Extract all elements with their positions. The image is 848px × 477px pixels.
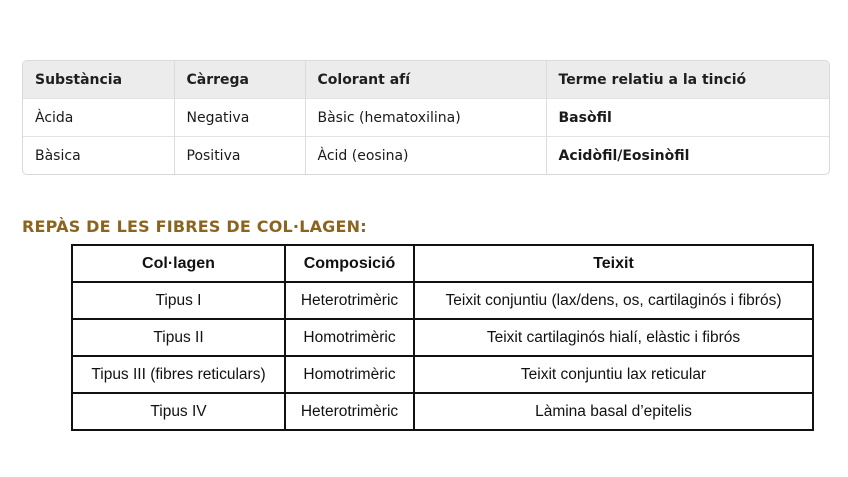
header-term: Terme relatiu a la tinció: [546, 61, 829, 99]
table-header-row: [23, 61, 829, 99]
cell-charge: Positiva: [174, 137, 305, 175]
table-row: [72, 393, 813, 430]
header-composition: Composició: [285, 245, 414, 282]
table-row: [72, 282, 813, 319]
header-charge: Càrrega: [174, 61, 305, 99]
table-row: [72, 356, 813, 393]
cell-collagen-type: Tipus II: [72, 319, 285, 356]
cell-substance: Àcida: [23, 99, 174, 137]
cell-composition: Homotrimèric: [285, 356, 414, 393]
cell-substance: Bàsica: [23, 137, 174, 175]
cell-dye: Àcid (eosina): [305, 137, 546, 175]
staining-table: [22, 60, 830, 175]
cell-collagen-type: Tipus IV: [72, 393, 285, 430]
table-row: [23, 137, 829, 175]
cell-dye: Bàsic (hematoxilina): [305, 99, 546, 137]
header-substance: Substància: [23, 61, 174, 99]
collagen-table: [71, 244, 814, 431]
table-row: [72, 319, 813, 356]
cell-composition: Heterotrimèric: [285, 393, 414, 430]
header-dye: Colorant afí: [305, 61, 546, 99]
cell-tissue: Teixit conjuntiu (lax/dens, os, cartilaginós i fibrós): [414, 282, 813, 319]
cell-composition: Homotrimèric: [285, 319, 414, 356]
table-header-row: [72, 245, 813, 282]
cell-composition: Heterotrimèric: [285, 282, 414, 319]
cell-charge: Negativa: [174, 99, 305, 137]
cell-collagen-type: Tipus I: [72, 282, 285, 319]
cell-term: Acidòfil/Eosinòfil: [546, 137, 829, 175]
cell-tissue: Làmina basal d’epitelis: [414, 393, 813, 430]
cell-term: Basòfil: [546, 99, 829, 137]
table-row: [23, 99, 829, 137]
header-tissue: Teixit: [414, 245, 813, 282]
section-heading: REPÀS DE LES FIBRES DE COL·LAGEN:: [22, 217, 367, 236]
cell-collagen-type: Tipus III (fibres reticulars): [72, 356, 285, 393]
cell-tissue: Teixit conjuntiu lax reticular: [414, 356, 813, 393]
header-collagen: Col·lagen: [72, 245, 285, 282]
cell-tissue: Teixit cartilaginós hialí, elàstic i fibrós: [414, 319, 813, 356]
